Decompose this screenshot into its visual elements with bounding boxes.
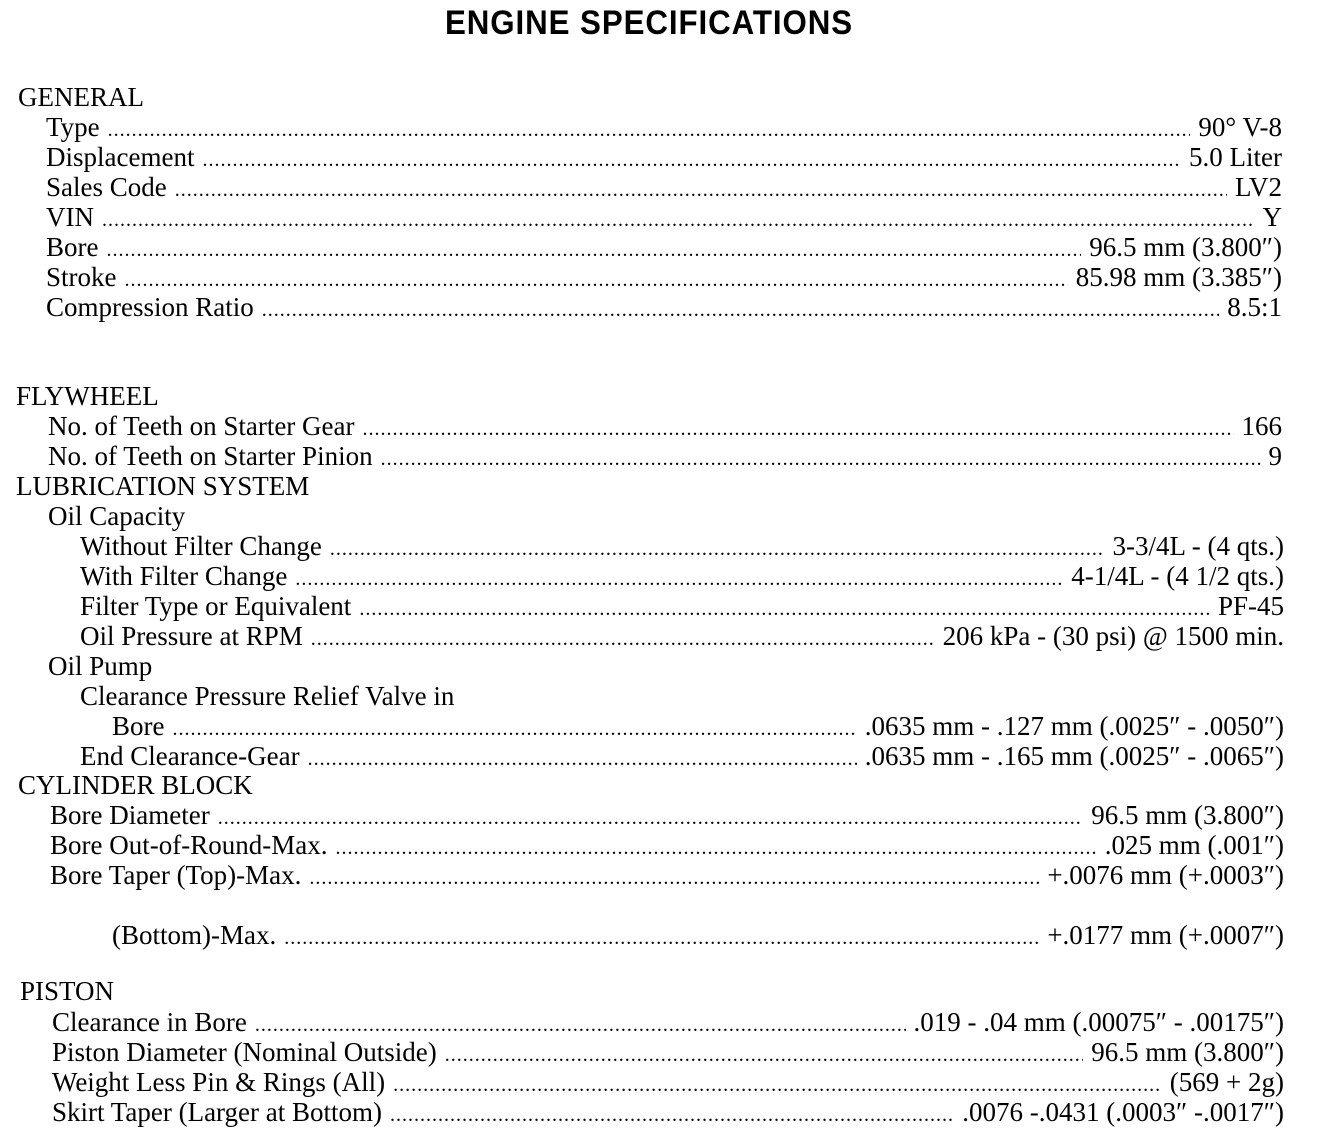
spec-label: Bore Diameter — [50, 800, 210, 830]
spec-value: .019 - .04 mm (.00075″ - .00175″) — [913, 1007, 1284, 1037]
spec-label: Without Filter Change — [80, 531, 322, 561]
spec-value: +.0076 mm (+.0003″) — [1047, 860, 1284, 890]
spec-value: 5.0 Liter — [1189, 142, 1282, 172]
spec-label: Displacement — [46, 142, 195, 172]
spec-row-bore-taper-top — [50, 860, 1284, 890]
spec-label: (Bottom)-Max. — [112, 920, 277, 950]
leader-dots — [102, 205, 1255, 235]
relief-valve-line: Clearance Pressure Relief Valve in — [80, 681, 455, 711]
leader-dots — [255, 1010, 906, 1040]
leader-dots — [393, 1070, 1162, 1100]
spec-row-starter-pinion-teeth — [48, 441, 1282, 471]
spec-row-vin — [46, 202, 1282, 232]
spec-label: Filter Type or Equivalent — [80, 591, 352, 621]
spec-row-stroke — [46, 262, 1282, 292]
spec-value: .025 mm (.001″) — [1104, 830, 1284, 860]
spec-row-type — [46, 112, 1282, 142]
leader-dots — [172, 714, 856, 744]
spec-value: 4-1/4L - (4 1/2 qts.) — [1071, 561, 1284, 591]
leader-dots — [284, 923, 1039, 953]
leader-dots — [218, 803, 1084, 833]
spec-row-weight-less-pin — [52, 1067, 1284, 1097]
spec-label: Sales Code — [46, 172, 167, 202]
spec-value: LV2 — [1234, 172, 1282, 202]
subheading-oil-capacity: Oil Capacity — [48, 501, 186, 531]
leader-dots — [106, 235, 1081, 265]
spec-label: Oil Pressure at RPM — [80, 621, 303, 651]
spec-value: .0635 mm - .127 mm (.0025″ - .0050″) — [864, 711, 1284, 741]
spec-label: Bore — [112, 711, 165, 741]
spec-label: Bore — [46, 232, 99, 262]
spec-row-bore-diameter — [50, 800, 1284, 830]
spec-value: +.0177 mm (+.0007″) — [1047, 920, 1284, 950]
leader-dots — [262, 295, 1219, 325]
leader-dots — [363, 414, 1234, 444]
leader-dots — [309, 863, 1039, 893]
section-heading-cylinder-block: CYLINDER BLOCK — [18, 770, 253, 800]
spec-row-compression-ratio — [46, 292, 1282, 322]
leader-dots — [295, 564, 1063, 594]
spec-row-bore-out-of-round — [50, 830, 1284, 860]
spec-value: 96.5 mm (3.800″) — [1091, 1037, 1284, 1067]
section-heading-general: GENERAL — [18, 82, 144, 112]
spec-value: (569 + 2g) — [1169, 1067, 1284, 1097]
leader-dots — [308, 744, 857, 774]
subheading-oil-pump: Oil Pump — [48, 651, 153, 681]
spec-row-oil-pressure — [80, 621, 1284, 651]
leader-dots — [330, 534, 1105, 564]
spec-label: Type — [46, 112, 100, 142]
leader-dots — [445, 1040, 1084, 1070]
spec-value: .0635 mm - .165 mm (.0025″ - .0065″) — [864, 741, 1284, 771]
spec-value: .0076 -.0431 (.0003″ -.0017″) — [962, 1097, 1284, 1127]
leader-dots — [175, 175, 1227, 205]
spec-row-piston-diameter — [52, 1037, 1284, 1067]
spec-label: Bore Taper (Top)-Max. — [50, 860, 302, 890]
section-heading-flywheel: FLYWHEEL — [16, 381, 159, 411]
leader-dots — [108, 115, 1191, 145]
spec-value: 206 kPa - (30 psi) @ 1500 min. — [942, 621, 1284, 651]
leader-dots — [125, 265, 1068, 295]
spec-value: 8.5:1 — [1227, 292, 1282, 322]
spec-value: 90° V-8 — [1198, 112, 1282, 142]
spec-label: VIN — [46, 202, 94, 232]
spec-value: PF-45 — [1217, 591, 1284, 621]
spec-row-relief-valve-bore — [112, 711, 1284, 741]
spec-row-displacement — [46, 142, 1282, 172]
spec-value: 96.5 mm (3.800″) — [1091, 800, 1284, 830]
leader-dots — [335, 833, 1096, 863]
spec-value: 3-3/4L - (4 qts.) — [1112, 531, 1284, 561]
spec-label: With Filter Change — [80, 561, 288, 591]
spec-label: Skirt Taper (Larger at Bottom) — [52, 1097, 383, 1127]
spec-value: 9 — [1268, 441, 1282, 471]
spec-value: 166 — [1241, 411, 1282, 441]
spec-label: Bore Out-of-Round-Max. — [50, 830, 328, 860]
page-title: ENGINE SPECIFICATIONS — [444, 4, 854, 42]
spec-row-sales-code — [46, 172, 1282, 202]
leader-dots — [202, 145, 1181, 175]
spec-value: 85.98 mm (3.385″) — [1075, 262, 1282, 292]
spec-row-bore — [46, 232, 1282, 262]
section-heading-piston: PISTON — [20, 976, 115, 1006]
leader-dots — [390, 1100, 954, 1130]
spec-label: Stroke — [46, 262, 117, 292]
leader-dots — [359, 594, 1210, 624]
spec-label: Piston Diameter (Nominal Outside) — [52, 1037, 437, 1067]
spec-label: Weight Less Pin & Rings (All) — [52, 1067, 386, 1097]
spec-row-filter-type — [80, 591, 1284, 621]
spec-row-starter-gear-teeth — [48, 411, 1282, 441]
spec-label: Clearance in Bore — [52, 1007, 247, 1037]
leader-dots — [311, 624, 935, 654]
spec-row-bore-taper-bottom — [112, 920, 1284, 950]
spec-row-skirt-taper — [52, 1097, 1284, 1127]
spec-row-without-filter-change — [80, 531, 1284, 561]
section-heading-lubrication: LUBRICATION SYSTEM — [16, 471, 310, 501]
spec-label: Compression Ratio — [46, 292, 254, 322]
spec-row-clearance-in-bore — [52, 1007, 1284, 1037]
spec-label: End Clearance-Gear — [80, 741, 300, 771]
leader-dots — [381, 444, 1261, 474]
spec-label: No. of Teeth on Starter Pinion — [48, 441, 373, 471]
spec-label: No. of Teeth on Starter Gear — [48, 411, 355, 441]
spec-value: Y — [1262, 202, 1282, 232]
spec-row-end-clearance-gear — [80, 741, 1284, 771]
spec-row-with-filter-change — [80, 561, 1284, 591]
spec-value: 96.5 mm (3.800″) — [1089, 232, 1282, 262]
